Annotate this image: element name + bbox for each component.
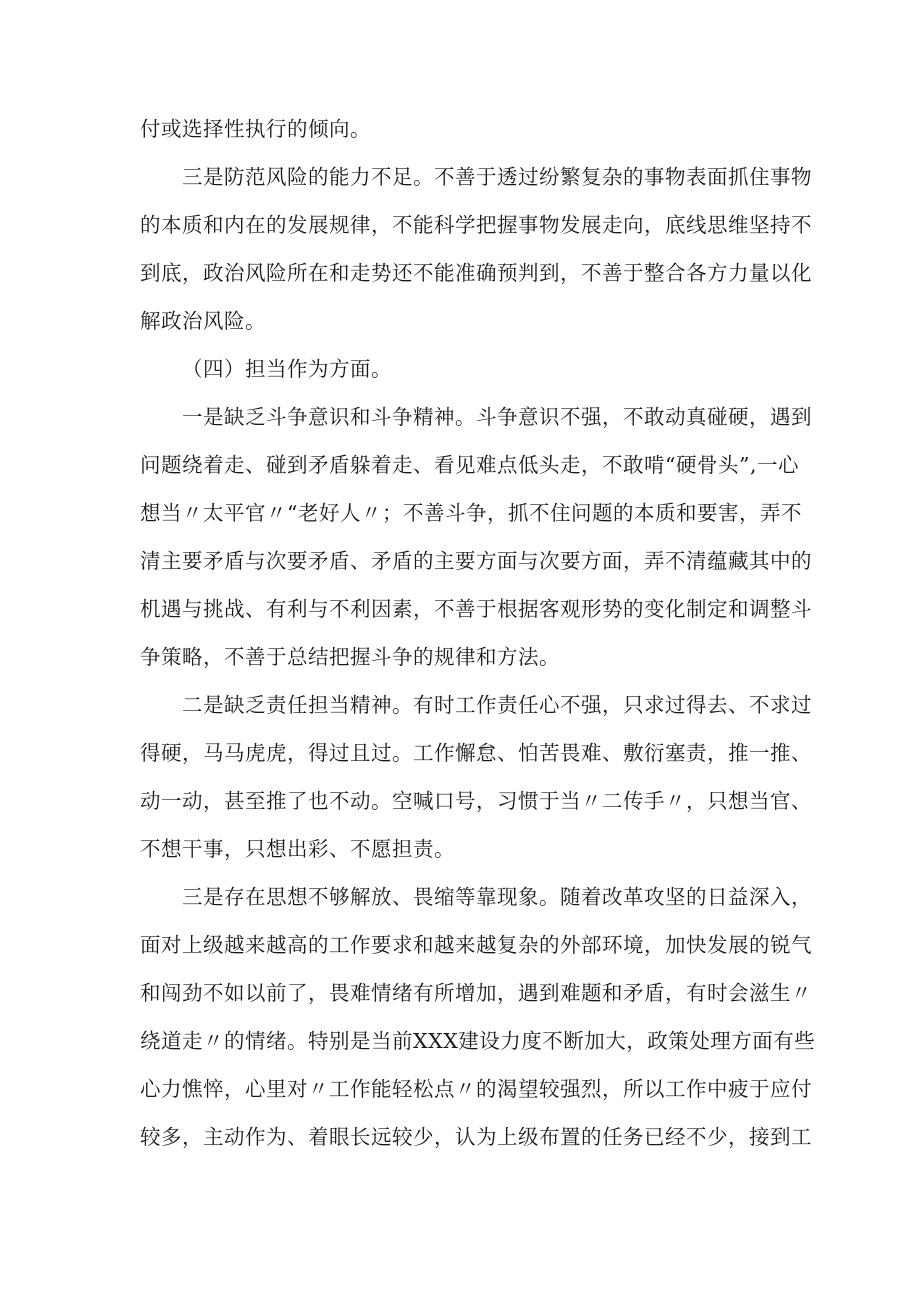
text-line: 的本质和内在的发展规律，不能科学把握事物发展走向，底线思维坚持不 <box>140 213 812 237</box>
text-line: 机遇与挑战、有利与不利因素，不善于根据客观形势的变化制定和调整斗 <box>140 597 812 621</box>
text-line: 心力憔悴，心里对〃工作能轻松点〃的渴望较强烈，所以工作中疲于应付 <box>140 1077 812 1101</box>
text-line: 绕道走〃的情绪。特别是当前XXX建设力度不断加大，政策处理方面有些 <box>140 1029 816 1053</box>
text-line: 问题绕着走、碰到矛盾躲着走、看见难点低头走，不敢啃“硬骨头”,一心 <box>140 453 799 477</box>
text-line: 到底，政治风险所在和走势还不能准确预判到，不善于整合各方力量以化 <box>140 261 812 285</box>
text-line: 解政治风险。 <box>140 309 266 333</box>
text-line: 和闯劲不如以前了，畏难情绪有所增加，遇到难题和矛盾，有时会滋生〃 <box>140 981 812 1005</box>
text-line: 一是缺乏斗争意识和斗争精神。斗争意识不强，不敢动真碰硬，遇到 <box>182 405 812 429</box>
text-line: 得硬，马马虎虎，得过且过。工作懈怠、怕苦畏难、敷衍塞责，推一推、 <box>140 741 812 765</box>
text-line: 想当〃太平官〃“老好人〃；不善斗争，抓不住问题的本质和要害，弄不 <box>140 501 802 525</box>
text-line: 二是缺乏责任担当精神。有时工作责任心不强，只求过得去、不求过 <box>182 693 812 717</box>
text-line: 动一动，甚至推了也不动。空喊口号，习惯于当〃二传手〃，只想当官、 <box>140 789 812 813</box>
text-line: 争策略，不善于总结把握斗争的规律和方法。 <box>140 645 560 669</box>
text-line: 面对上级越来越高的工作要求和越来越复杂的外部环境，加快发展的锐气 <box>140 933 812 957</box>
text-line: 三是防范风险的能力不足。不善于透过纷繁复杂的事物表面抓住事物 <box>182 165 812 189</box>
text-line: 清主要矛盾与次要矛盾、矛盾的主要方面与次要方面，弄不清蕴藏其中的 <box>140 549 812 573</box>
text-line: 不想干事，只想出彩、不愿担责。 <box>140 837 455 861</box>
text-line: 付或选择性执行的倾向。 <box>140 117 371 141</box>
text-line: 三是存在思想不够解放、畏缩等靠现象。随着改革攻坚的日益深入， <box>182 885 812 909</box>
section-heading: （四）担当作为方面。 <box>182 357 392 381</box>
text-line: 较多，主动作为、着眼长远较少，认为上级布置的任务已经不少，接到工 <box>140 1125 812 1149</box>
